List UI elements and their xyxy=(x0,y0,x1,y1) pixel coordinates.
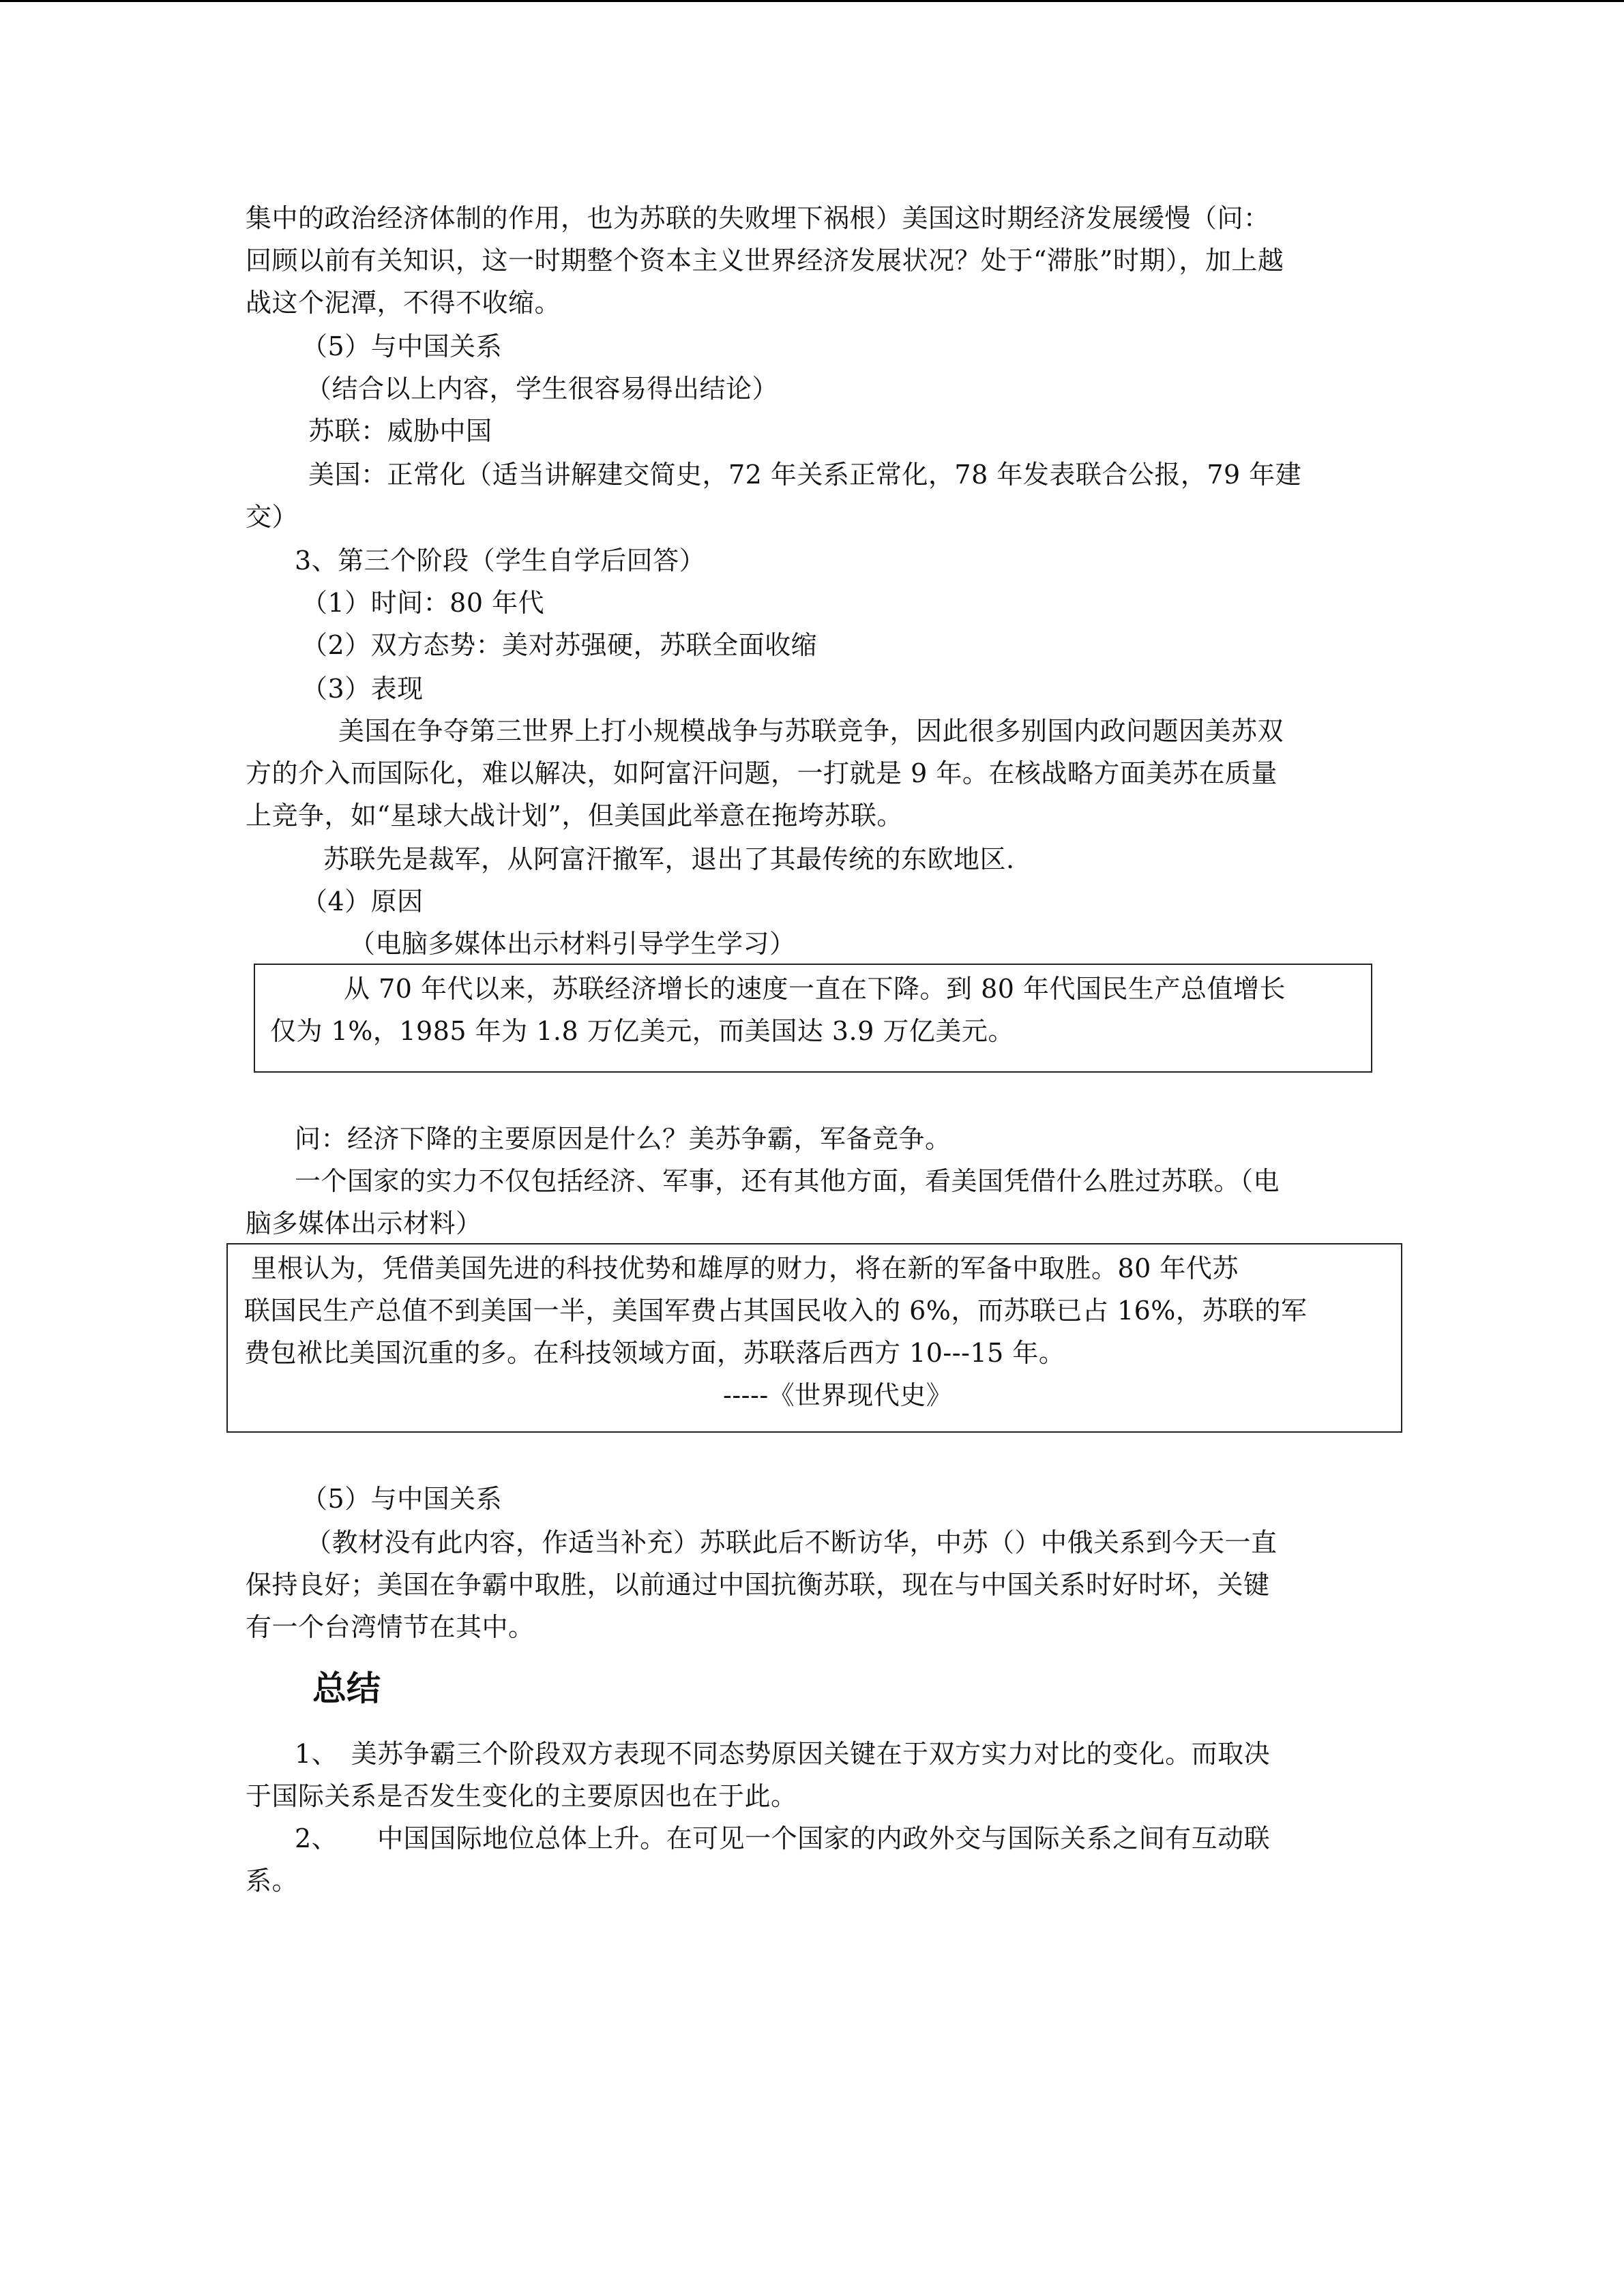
summary-title: 总结 xyxy=(312,1669,381,1708)
paragraph-line: 方的介入而国际化，难以解决，如阿富汗问题，一打就是 9 年。在核战略方面美苏在质量 xyxy=(246,758,1278,788)
citation: -----《世界现代史》 xyxy=(723,1380,953,1410)
box-line: 里根认为，凭借美国先进的科技优势和雄厚的财力，将在新的军备中取胜。80 年代苏 xyxy=(251,1253,1239,1283)
box-line: 仅为 1%，1985 年为 1.8 万亿美元，而美国达 3.9 万亿美元。 xyxy=(270,1016,1014,1046)
summary-item: 系。 xyxy=(246,1866,299,1896)
box-line: 从 70 年代以来，苏联经济增长的速度一直在下降。到 80 年代国民生产总值增长 xyxy=(344,974,1286,1004)
paragraph-line: 一个国家的实力不仅包括经济、军事，还有其他方面，看美国凭借什么胜过苏联。（电 xyxy=(295,1166,1280,1196)
paragraph-line: （电脑多媒体出示材料引导学生学习） xyxy=(349,929,796,959)
summary-item: 1、 美苏争霸三个阶段双方表现不同态势原因关键在于双方实力对比的变化。而取决 xyxy=(295,1739,1271,1769)
paragraph-line: 上竞争，如“星球大战计划”，但美国此举意在拖垮苏联。 xyxy=(246,801,903,831)
paragraph-line: 集中的政治经济体制的作用，也为苏联的失败埋下祸根）美国这时期经济发展缓慢（问： xyxy=(246,203,1270,233)
material-box xyxy=(226,1243,1402,1433)
paragraph-line: （2）双方态势：美对苏强硬，苏联全面收缩 xyxy=(301,630,818,660)
paragraph-line: （教材没有此内容，作适当补充）苏联此后不断访华，中苏（）中俄关系到今天一直 xyxy=(306,1527,1278,1557)
paragraph-line: 美国在争夺第三世界上打小规模战争与苏联竞争，因此很多别国内政问题因美苏双 xyxy=(338,716,1284,746)
paragraph-line: （结合以上内容，学生很容易得出结论） xyxy=(306,374,779,404)
paragraph-line: 战这个泥潭，不得不收缩。 xyxy=(246,288,561,318)
paragraph-line: 保持良好；美国在争霸中取胜，以前通过中国抗衡苏联，现在与中国关系时好时坏，关键 xyxy=(246,1570,1270,1600)
paragraph-line: 美国：正常化（适当讲解建交简史，72 年关系正常化，78 年发表联合公报，79 年建 xyxy=(308,460,1302,490)
paragraph-line: 交） xyxy=(246,502,299,532)
section-heading: 3、第三个阶段（学生自学后回答） xyxy=(295,546,706,576)
paragraph-line: 苏联先是裁军，从阿富汗撤军，退出了其最传统的东欧地区. xyxy=(323,844,1015,874)
paragraph-line: 有一个台湾情节在其中。 xyxy=(246,1612,535,1642)
paragraph-line: 问：经济下降的主要原因是什么？美苏争霸，军备竞争。 xyxy=(295,1124,951,1154)
summary-item: 2、 中国国际地位总体上升。在可见一个国家的内政外交与国际关系之间有互动联 xyxy=(295,1823,1271,1853)
section-heading: （5）与中国关系 xyxy=(301,331,503,361)
paragraph-line: （3）表现 xyxy=(301,674,424,704)
material-box xyxy=(254,964,1372,1073)
paragraph-line: 苏联：威胁中国 xyxy=(308,416,492,446)
paragraph-line: 脑多媒体出示材料） xyxy=(246,1208,482,1238)
section-heading: （5）与中国关系 xyxy=(301,1484,503,1514)
summary-item: 于国际关系是否发生变化的主要原因也在于此。 xyxy=(246,1781,797,1811)
paragraph-line: 回顾以前有关知识，这一时期整个资本主义世界经济发展状况？处于“滞胀”时期），加上越 xyxy=(246,245,1284,275)
box-line: 联国民生产总值不到美国一半，美国军费占其国民收入的 6%，而苏联已占 16%，苏联的军 xyxy=(244,1296,1308,1326)
section-heading: （4）原因 xyxy=(301,886,424,916)
paragraph-line: （1）时间：80 年代 xyxy=(301,588,545,618)
box-line: 费包袱比美国沉重的多。在科技领域方面，苏联落后西方 10---15 年。 xyxy=(244,1338,1065,1368)
